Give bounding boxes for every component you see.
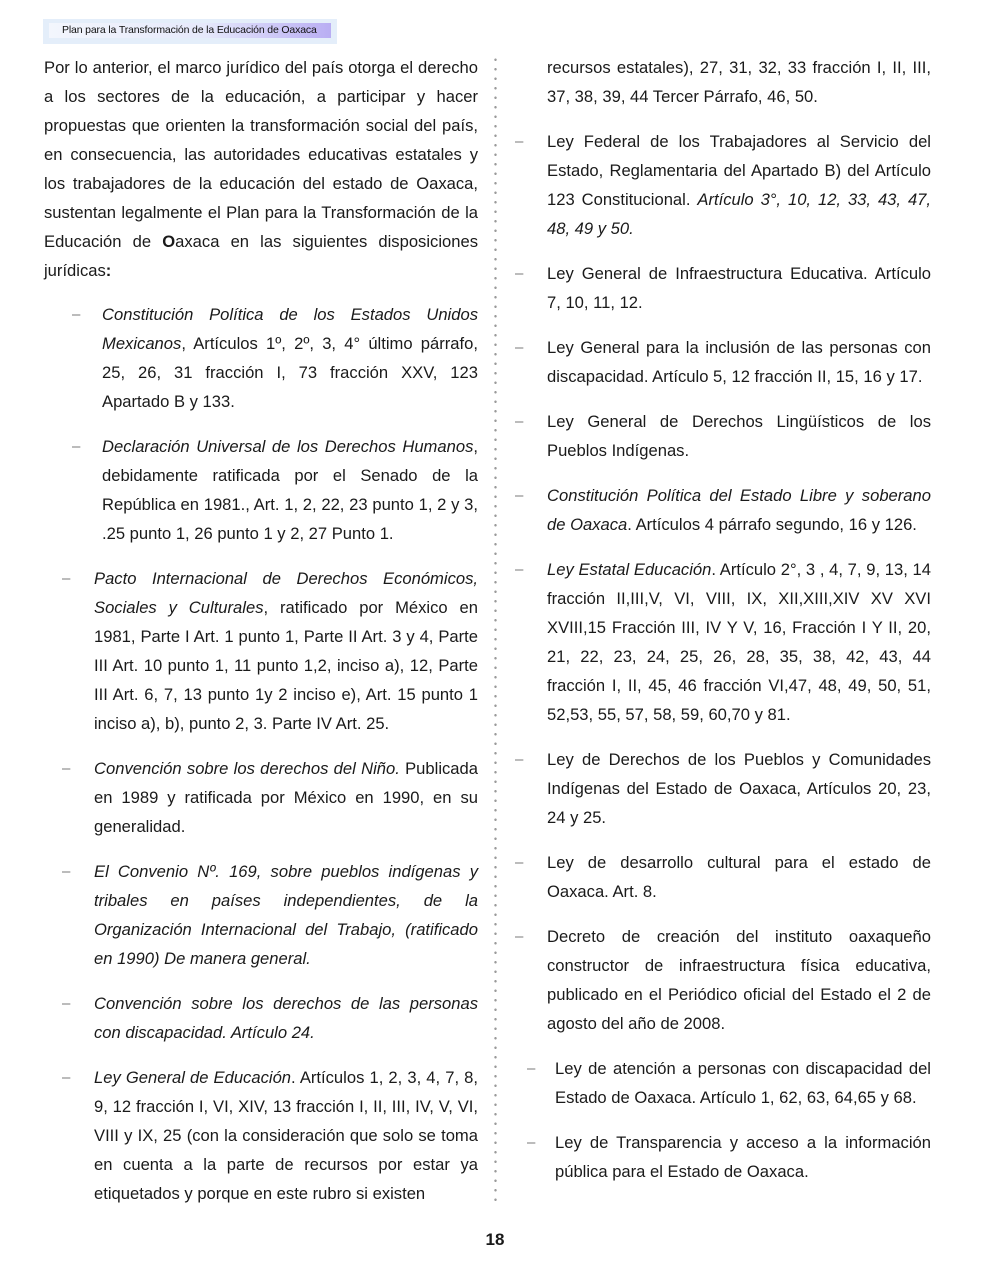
dash-bullet-icon: – [515, 928, 524, 945]
dash-bullet-icon: – [515, 561, 524, 578]
list-item: – El Convenio Nº. 169, sobre pueblos indígenas y tribales en países independientes, de la Organización Internacional del Trabajo, (ratificado en 1990) De manera general. [44, 857, 478, 973]
list-item: – Ley General de Educación. Artículos 1, 2, 3, 4, 7, 8, 9, 12 fracción I, VI, XIV, 13 fracción I, II, III, IV, V, VI, VIII y IX, 25 (con la consideración que solo se toma en cuenta a la parte de recursos por estar ya etiquetados y porque en este rubro si existen [44, 1063, 478, 1208]
dash-bullet-icon: – [62, 570, 71, 587]
dash-bullet-icon: – [515, 487, 524, 504]
dash-bullet-icon: – [515, 854, 524, 871]
page-number: 18 [485, 1230, 505, 1249]
dash-bullet-icon: – [62, 863, 71, 880]
left-column [44, 53, 478, 1224]
legal-provisions-list-continued [515, 127, 931, 1186]
list-item: – Ley de desarrollo cultural para el estado de Oaxaca. Art. 8. [515, 848, 931, 906]
list-item: – Ley Federal de los Trabajadores al Servicio del Estado, Reglamentaria del Apartado B) del Artículo 123 Constitucional. Artículo 3°, 10, 12, 33, 43, 47, 48, 49 y 50. [515, 127, 931, 243]
dash-bullet-icon: – [515, 339, 524, 356]
list-item: – Pacto Internacional de Derechos Económicos, Sociales y Culturales, ratificado por México en 1981, Parte I Art. 1 punto 1, Parte II Art. 3 y 4, Parte III Art. 10 punto 1, 11 punto 1,2, inciso a), 12, Parte III Art. 6, 7, 13 punto 1y 2 inciso e), Art. 15 punto 1 inciso a), b), punto 2, 3. Parte IV Art. 25. [44, 564, 478, 738]
list-item: – Ley de atención a personas con discapacidad del Estado de Oaxaca. Artículo 1, 62, 63, 64,65 y 68. [515, 1054, 931, 1112]
dash-bullet-icon: – [515, 413, 524, 430]
dash-bullet-icon: – [515, 751, 524, 768]
list-item: – Ley de Transparencia y acceso a la información pública para el Estado de Oaxaca. [515, 1128, 931, 1186]
list-item: – Constitución Política de los Estados Unidos Mexicanos, Artículos 1º, 2º, 3, 4° último párrafo, 25, 26, 31 fracción I, 73 fracción XXV, 123 Apartado B y 133. [44, 300, 478, 416]
running-header-title: Plan para la Transformación de la Educación de Oaxaca [62, 24, 317, 36]
dash-bullet-icon: – [515, 265, 524, 282]
continued-list-item: recursos estatales), 27, 31, 32, 33 fracción I, II, III, 37, 38, 39, 44 Tercer Párrafo, 46, 50. [547, 58, 931, 106]
right-column [515, 53, 931, 1202]
dotted-column-divider [494, 55, 497, 1203]
list-item: – Declaración Universal de los Derechos Humanos, debidamente ratificada por el Senado de la República en 1981., Art. 1, 2, 22, 23 punto 1, 2 y 3, .25 punto 1, 26 punto 1 y 2, 27 Punto 1. [44, 432, 478, 548]
dash-bullet-icon: – [72, 306, 81, 323]
dash-bullet-icon: – [515, 133, 524, 150]
list-item: – Ley General de Infraestructura Educativa. Artículo 7, 10, 11, 12. [515, 259, 931, 317]
list-item: – Ley General para la inclusión de las personas con discapacidad. Artículo 5, 12 fracción II, 15, 16 y 17. [515, 333, 931, 391]
dash-bullet-icon: – [527, 1060, 536, 1077]
intro-paragraph: Por lo anterior, el marco jurídico del país otorga el derecho a los sectores de la educación, a participar y hacer propuestas que orienten la transformación social del país, en consecuencia, las autoridades educativas estatales y los trabajadores de la educación del estado de Oaxaca, sustentan legalmente el Plan para la Transformación de la Educación de Oaxaca en las siguientes disposiciones jurídicas: [44, 58, 479, 280]
list-item: – Convención sobre los derechos del Niño. Publicada en 1989 y ratificada por México en 1990, en su generalidad. [44, 754, 478, 841]
list-item: – Constitución Política del Estado Libre y soberano de Oaxaca. Artículos 4 párrafo segundo, 16 y 126. [515, 481, 931, 539]
list-item: – Ley de Derechos de los Pueblos y Comunidades Indígenas del Estado de Oaxaca, Artículos 20, 23, 24 y 25. [515, 745, 931, 832]
dash-bullet-icon: – [62, 995, 71, 1012]
list-item: – Ley Estatal Educación. Artículo 2°, 3 , 4, 7, 9, 13, 14 fracción II,III,V, VI, VIII, IX, XII,XIII,XIV XV XVI XVIII,15 Fracción III, IV Y V, 16, Fracción I Y II, 20, 21, 22, 23, 24, 25, 26, 28, 35, 38, 42, 43, 44 fracción I, II, 45, 46 fracción VI,47, 48, 49, 50, 51, 52,53, 55, 57, 58, 59, 60,70 y 81. [515, 555, 931, 729]
dash-bullet-icon: – [62, 1069, 71, 1086]
legal-provisions-list [44, 300, 478, 1208]
dash-bullet-icon: – [62, 760, 71, 777]
dash-bullet-icon: – [527, 1134, 536, 1151]
dash-bullet-icon: – [72, 438, 81, 455]
list-item: – Decreto de creación del instituto oaxaqueño constructor de infraestructura física educativa, publicado en el Periódico oficial del Estado el 2 de agosto del año de 2008. [515, 922, 931, 1038]
list-item: – Convención sobre los derechos de las personas con discapacidad. Artículo 24. [44, 989, 478, 1047]
list-item: – Ley General de Derechos Lingüísticos de los Pueblos Indígenas. [515, 407, 931, 465]
